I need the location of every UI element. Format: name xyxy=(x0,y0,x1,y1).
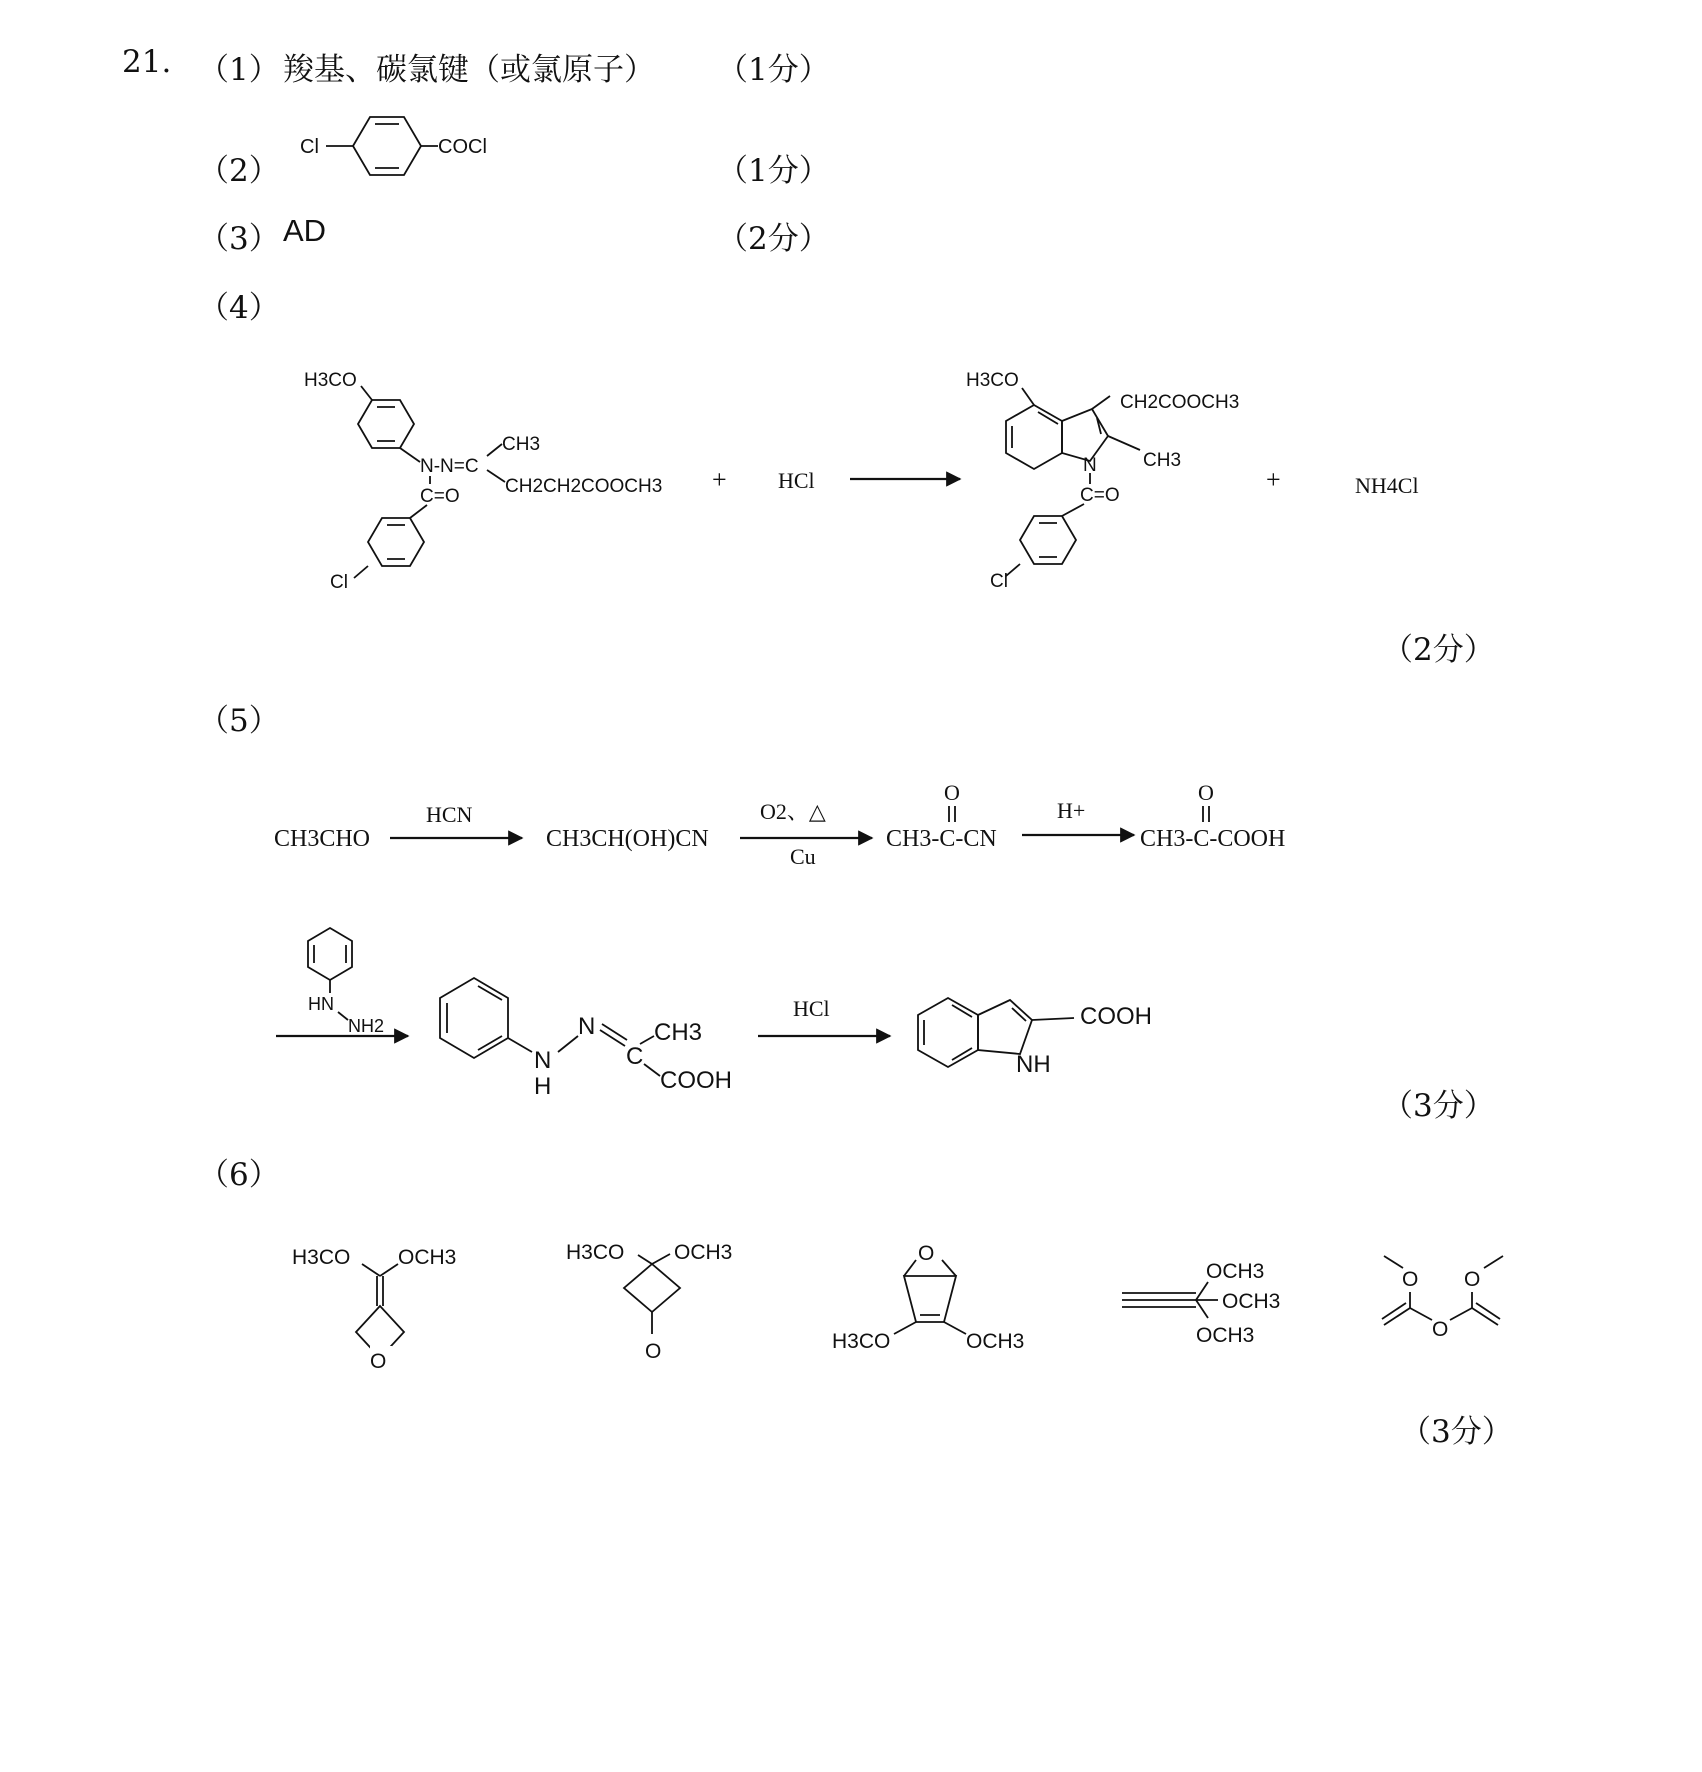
part-2-score: （1分） xyxy=(717,153,830,189)
reactant-co-text: C=O xyxy=(420,486,460,507)
p5-o-1: O xyxy=(944,780,960,805)
p5-hydrazone-ch3: CH3 xyxy=(654,1019,703,1046)
product-ch2cooch3-text: CH2COOCH3 xyxy=(1120,392,1240,413)
p6-i2-och3: OCH3 xyxy=(674,1241,733,1264)
part-1-answer: 羧基、碳氯键（或氯原子） xyxy=(283,52,655,88)
p6-i1-h3co: H3CO xyxy=(292,1246,351,1269)
p6-i4-och3-2: OCH3 xyxy=(1222,1290,1281,1313)
part4-plus-2: + xyxy=(1266,465,1281,494)
part-5-score: （3分） xyxy=(1382,1088,1495,1124)
p5-r2-bottom: Cu xyxy=(790,844,816,869)
reactant-chain-text: CH2CH2COOCH3 xyxy=(505,476,663,497)
part-6-label: （6） xyxy=(198,1157,280,1193)
part-3-score: （2分） xyxy=(717,221,830,257)
p6-i5-o-1: O xyxy=(1402,1268,1419,1291)
p5-s2: CH3CH(OH)CN xyxy=(546,826,709,852)
p6-i3-h3co: H3CO xyxy=(832,1330,891,1353)
p5-s1: CH3CHO xyxy=(274,826,371,852)
part5-row2 xyxy=(276,928,1152,1100)
p6-i4-och3-1: OCH3 xyxy=(1206,1260,1265,1283)
p5-r1: HCN xyxy=(426,802,473,827)
part-3-answer: AD xyxy=(283,213,327,248)
part2-structure xyxy=(300,117,487,175)
product-pyrrole-ring xyxy=(1062,409,1108,461)
p5-s3: CH3-C-CN xyxy=(886,826,997,852)
p6-i1-och3: OCH3 xyxy=(398,1246,457,1269)
p5-hydrazine-nh2: NH2 xyxy=(348,1016,385,1036)
p5-indole-benzo-ring xyxy=(918,998,978,1067)
p6-i5-o-2: O xyxy=(1432,1318,1449,1341)
p5-hydrazone-n1: N xyxy=(534,1047,552,1074)
part-1-score: （1分） xyxy=(717,52,830,88)
p6-i5-o-3: O xyxy=(1464,1268,1481,1291)
p6-i2-h3co: H3CO xyxy=(566,1241,625,1264)
reactant-cl-text: Cl xyxy=(330,572,348,593)
p5-hydrazone-c: C xyxy=(626,1043,644,1070)
p5-hydrazone-phenyl-ring xyxy=(440,978,508,1058)
part-4-score: （2分） xyxy=(1382,632,1495,668)
p6-i2-o: O xyxy=(645,1340,662,1363)
p5-indole-pyrrole-ring xyxy=(978,1000,1032,1054)
product-co-text: C=O xyxy=(1080,485,1120,506)
question-number: 21. xyxy=(122,44,172,80)
p5-hydrazone-cooh: COOH xyxy=(660,1067,732,1094)
part-1-label: （1） xyxy=(198,52,280,88)
p5-s4: CH3-C-COOH xyxy=(1140,826,1286,852)
part-5-label: （5） xyxy=(198,703,280,739)
part6-isomer-4 xyxy=(1122,1260,1280,1347)
product-cl-text: Cl xyxy=(990,571,1008,592)
part6-isomer-3 xyxy=(832,1242,1024,1353)
part4-product xyxy=(966,370,1239,592)
p5-hydrazone-n2: N xyxy=(578,1013,596,1040)
p5-indole-cooh: COOH xyxy=(1080,1003,1152,1030)
reactant-ch3-text: CH3 xyxy=(502,434,541,455)
part2-cl-text: Cl xyxy=(300,136,319,158)
p6-i1-o: O xyxy=(370,1350,387,1373)
part-3-label: （3） xyxy=(198,221,280,257)
p5-o-2: O xyxy=(1198,780,1214,805)
part4-reactant xyxy=(304,370,662,593)
product-ch3-text: CH3 xyxy=(1143,450,1182,471)
p5-r5: HCl xyxy=(793,996,830,1021)
part-6-score: （3分） xyxy=(1400,1414,1513,1450)
part4-nh4cl-text: NH4Cl xyxy=(1355,473,1419,498)
part2-benzene-ring xyxy=(353,117,421,175)
reactant-och3-text: H3CO xyxy=(304,370,357,391)
part4-hcl-text: HCl xyxy=(778,468,815,493)
p5-hydrazone-h: H xyxy=(534,1073,552,1100)
part4-plus-1: + xyxy=(712,465,727,494)
part-2-label: （2） xyxy=(198,153,280,189)
part5-row1 xyxy=(274,780,1285,869)
part6-isomer-2 xyxy=(566,1241,732,1363)
reactant-nn-text: N-N=C xyxy=(420,456,479,477)
p5-r3: H+ xyxy=(1057,798,1086,823)
p5-hydrazine-hn: HN xyxy=(308,994,334,1014)
p6-i4-och3-3: OCH3 xyxy=(1196,1324,1255,1347)
p5-indole-nh: NH xyxy=(1016,1051,1051,1078)
p6-i3-och3: OCH3 xyxy=(966,1330,1025,1353)
part-4-label: （4） xyxy=(198,290,280,326)
part6-isomer-1 xyxy=(292,1246,456,1373)
p6-i3-o: O xyxy=(918,1242,935,1265)
product-benzo-ring xyxy=(1006,405,1062,469)
part6-isomer-5 xyxy=(1382,1256,1503,1341)
product-n-text: N xyxy=(1083,455,1097,476)
product-och3-text: H3CO xyxy=(966,370,1019,391)
p5-r2-top: O2、△ xyxy=(760,799,826,824)
part2-cocl-text: COCl xyxy=(438,136,487,158)
